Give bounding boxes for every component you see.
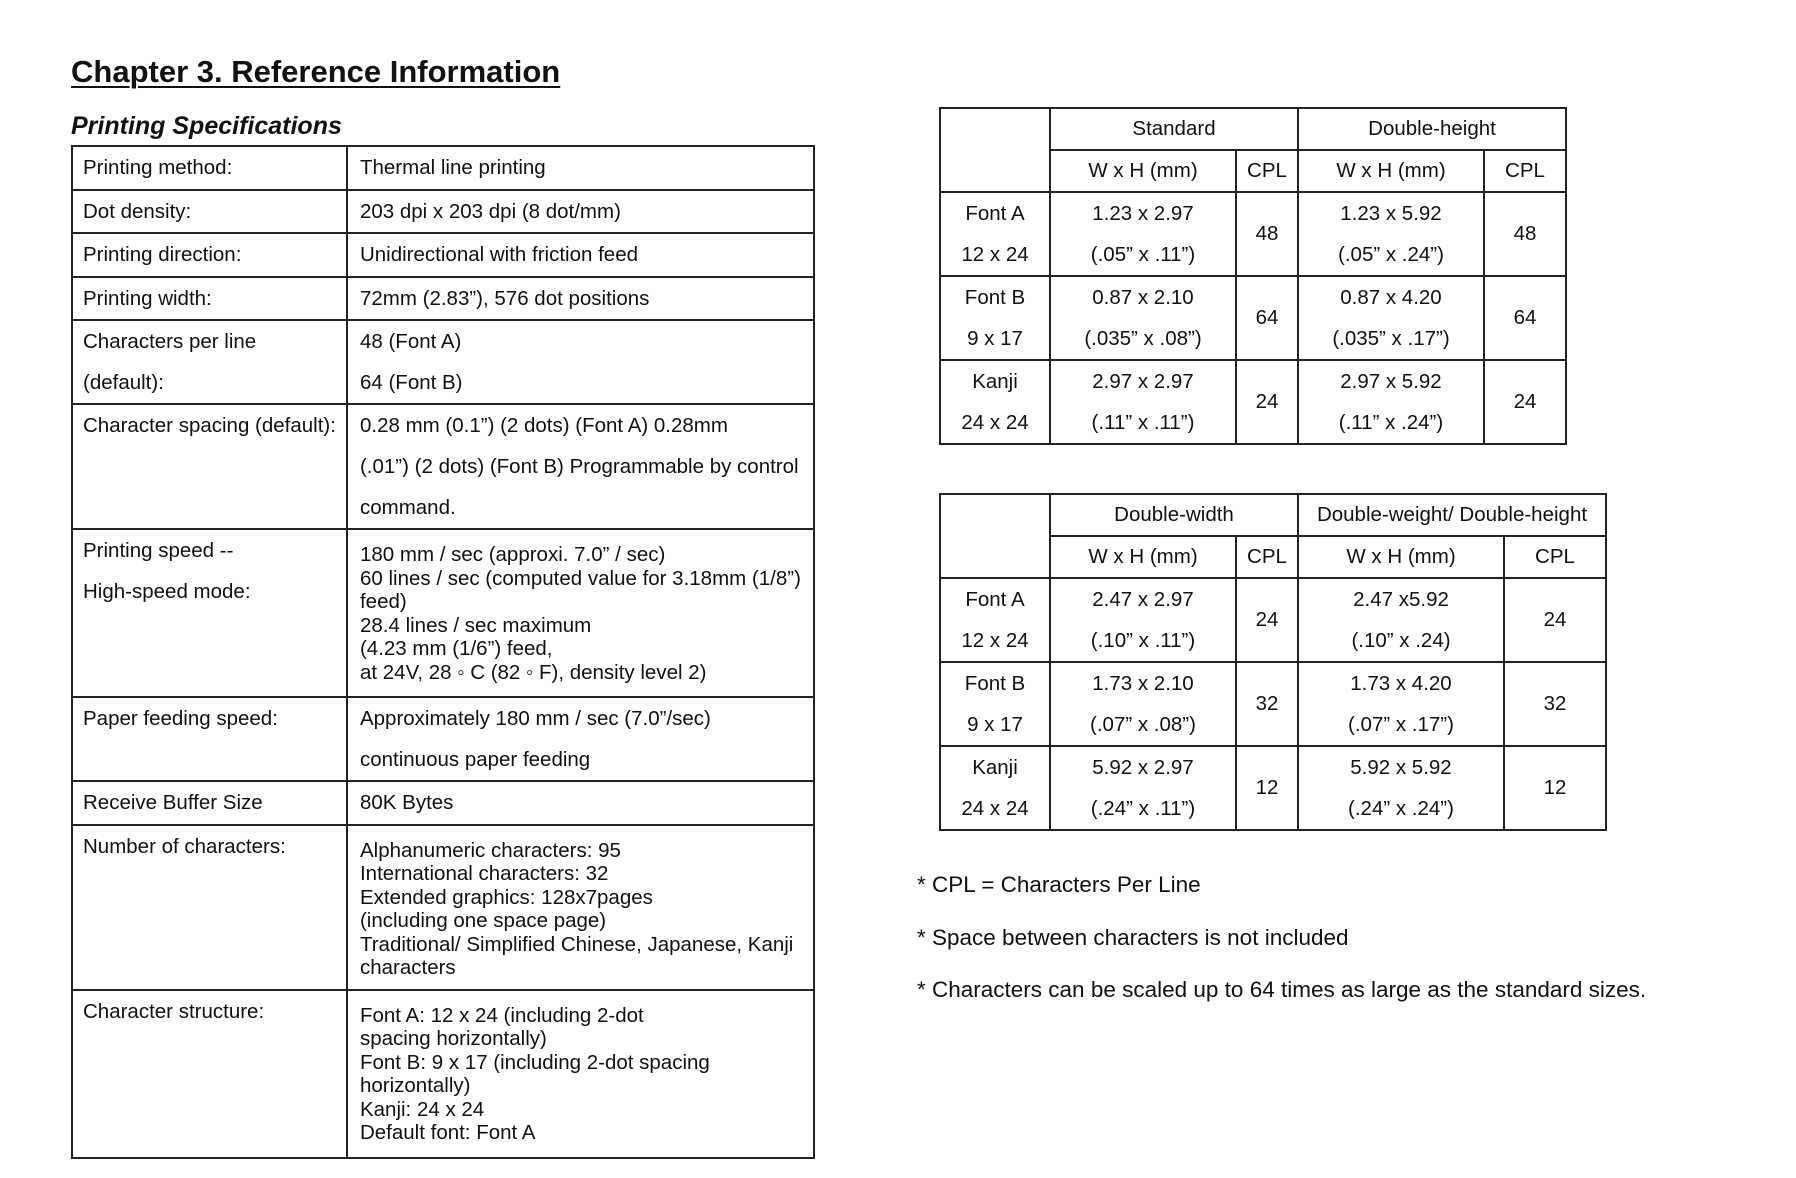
spec-row xyxy=(72,233,814,277)
size-line: (.11” x .11”) xyxy=(1091,411,1195,434)
font-name-cell xyxy=(940,276,1050,360)
note-spacing: * Space between characters is not included xyxy=(917,924,1349,950)
spec-value-line: spacing horizontally) xyxy=(359,1027,547,1050)
spec-value-line: 203 dpi x 203 dpi (8 dot/mm) xyxy=(359,199,621,223)
spec-value-line: at 24V, 28 ◦ C (82 ◦ F), density level 2) xyxy=(359,660,707,684)
size-line: (.24” x .11”) xyxy=(1090,797,1196,820)
spec-value-line: 180 mm / sec (approxi. 7.0” / sec) xyxy=(359,543,666,566)
cpl-cell: 24 xyxy=(1484,360,1566,444)
section-title: Printing Specifications xyxy=(71,112,342,140)
spec-value-line: horizontally) xyxy=(359,1074,471,1097)
spec-label-line: Receive Buffer Size xyxy=(83,791,263,814)
size-cell xyxy=(1298,578,1504,662)
spec-value-line: continuous paper feeding xyxy=(359,748,591,771)
column-header: W x H (mm) xyxy=(1298,150,1484,192)
spec-row xyxy=(72,190,814,234)
font-row xyxy=(940,746,1606,830)
spec-value-line: Default font: Font A xyxy=(359,1121,536,1144)
spec-value-line: International characters: 32 xyxy=(359,862,609,885)
spec-row xyxy=(72,825,814,990)
font-name-line: 9 x 17 xyxy=(967,327,1023,350)
spec-label-line: Number of characters: xyxy=(83,834,286,858)
spec-label xyxy=(72,990,347,1158)
cpl-cell: 24 xyxy=(1236,578,1298,662)
spec-value-line: (.01”) (2 dots) (Font B) Programmable by control xyxy=(359,455,799,478)
size-cell xyxy=(1050,662,1236,746)
font-row xyxy=(940,662,1606,746)
font-row xyxy=(940,578,1606,662)
spec-value-line: Font A: 12 x 24 (including 2-dot xyxy=(359,1003,644,1027)
spec-value-line: 48 (Font A) xyxy=(359,330,462,353)
spec-value-line: Kanji: 24 x 24 xyxy=(359,1097,485,1121)
spec-label-line: Printing speed -- xyxy=(83,539,234,562)
note-scaling: * Characters can be scaled up to 64 times as large as the standard sizes. xyxy=(917,977,1647,1002)
spec-label-line: Paper feeding speed: xyxy=(83,707,278,730)
font-name-line: 12 x 24 xyxy=(961,629,1029,652)
spec-value-line: characters xyxy=(359,956,456,979)
spec-label-line: Characters per line xyxy=(83,330,257,353)
size-line: 2.47 x5.92 xyxy=(1353,588,1449,611)
spec-row xyxy=(72,781,814,825)
size-line: 0.87 x 2.10 xyxy=(1092,286,1194,309)
spec-label-line: High-speed mode: xyxy=(83,580,251,603)
size-line: 1.23 x 5.92 xyxy=(1340,202,1442,225)
font-name-line: Font A xyxy=(965,202,1025,225)
font-name-line: 24 x 24 xyxy=(961,411,1029,434)
column-header: W x H (mm) xyxy=(1050,536,1236,578)
spec-label-line: Character spacing (default): xyxy=(83,414,336,437)
size-line: (.07” x .08”) xyxy=(1090,713,1196,736)
spec-value xyxy=(347,277,814,321)
font-name-line: Kanji xyxy=(972,370,1018,393)
size-cell xyxy=(1298,192,1484,276)
spec-label xyxy=(72,781,347,825)
spec-value-line: 60 lines / sec (computed value for 3.18mm (1/8”) xyxy=(359,566,801,590)
spec-value xyxy=(347,233,814,277)
spec-label xyxy=(72,825,347,990)
spec-value xyxy=(347,781,814,825)
spec-row xyxy=(72,990,814,1158)
spec-value xyxy=(347,529,814,697)
spec-value-line: feed) xyxy=(359,590,407,613)
column-header: CPL xyxy=(1236,536,1298,578)
group-header: Standard xyxy=(1050,108,1298,150)
size-line: (.035” x .08”) xyxy=(1084,327,1202,350)
group-header: Double-height xyxy=(1298,108,1566,150)
column-header: CPL xyxy=(1504,536,1606,578)
spec-value xyxy=(347,146,814,190)
cpl-cell: 12 xyxy=(1504,746,1606,830)
size-cell xyxy=(1298,746,1504,830)
font-name-cell xyxy=(940,578,1050,662)
cpl-cell: 64 xyxy=(1484,276,1566,360)
spec-label-line: Printing width: xyxy=(83,286,212,310)
spec-value-line: Font B: 9 x 17 (including 2-dot spacing xyxy=(359,1050,710,1074)
notes xyxy=(917,872,1646,1030)
size-line: 2.47 x 2.97 xyxy=(1092,588,1194,611)
spec-value-line: 64 (Font B) xyxy=(359,371,463,394)
cpl-cell: 24 xyxy=(1504,578,1606,662)
size-cell xyxy=(1298,276,1484,360)
chapter-title: Chapter 3. Reference Information xyxy=(71,54,561,89)
spec-value-line: Traditional/ Simplified Chinese, Japanese, Kanji xyxy=(359,932,794,956)
size-line: 1.73 x 2.10 xyxy=(1092,672,1194,695)
cpl-cell: 48 xyxy=(1484,192,1566,276)
font-name-line: Kanji xyxy=(972,756,1018,779)
size-cell xyxy=(1050,276,1236,360)
spec-value-line: Thermal line printing xyxy=(359,156,546,179)
font-name-line: Font A xyxy=(965,588,1025,611)
table-corner xyxy=(940,494,1050,578)
spec-value-line: 72mm (2.83”), 576 dot positions xyxy=(359,286,650,310)
size-line: (.10” x .11”) xyxy=(1090,629,1196,652)
size-line: (.10” x .24) xyxy=(1351,629,1451,652)
spec-value-line: (including one space page) xyxy=(359,909,607,932)
spec-row xyxy=(72,277,814,321)
spec-label xyxy=(72,404,347,529)
size-cell xyxy=(1050,746,1236,830)
cpl-cell: 64 xyxy=(1236,276,1298,360)
cpl-cell: 24 xyxy=(1236,360,1298,444)
size-line: 2.97 x 2.97 xyxy=(1092,370,1194,393)
column-header: W x H (mm) xyxy=(1050,150,1236,192)
spec-row xyxy=(72,320,814,404)
size-line: 1.23 x 2.97 xyxy=(1092,202,1194,225)
spec-value-line: Extended graphics: 128x7pages xyxy=(359,885,653,909)
font-row xyxy=(940,276,1566,360)
spec-value-line: command. xyxy=(359,496,456,519)
font-name-line: 12 x 24 xyxy=(961,243,1029,266)
spec-label xyxy=(72,529,347,697)
font-name-line: Font B xyxy=(964,672,1026,695)
spec-row xyxy=(72,697,814,781)
column-header: CPL xyxy=(1484,150,1566,192)
spec-row xyxy=(72,404,814,529)
spec-value xyxy=(347,190,814,234)
size-line: (.11” x .24”) xyxy=(1338,411,1444,434)
size-cell xyxy=(1050,578,1236,662)
spec-label xyxy=(72,277,347,321)
spec-label xyxy=(72,190,347,234)
spec-value xyxy=(347,404,814,529)
size-line: (.07” x .17”) xyxy=(1348,713,1454,736)
size-cell xyxy=(1298,360,1484,444)
printing-specifications-table xyxy=(71,145,815,1159)
column-header: W x H (mm) xyxy=(1298,536,1504,578)
size-line: 1.73 x 4.20 xyxy=(1350,672,1452,695)
spec-row xyxy=(72,529,814,697)
font-name-cell xyxy=(940,662,1050,746)
font-row xyxy=(940,192,1566,276)
spec-label xyxy=(72,233,347,277)
size-cell xyxy=(1050,192,1236,276)
spec-value-line: 0.28 mm (0.1”) (2 dots) (Font A) 0.28mm xyxy=(359,414,728,437)
spec-value-line: Unidirectional with friction feed xyxy=(359,243,638,266)
cpl-cell: 32 xyxy=(1504,662,1606,746)
note-cpl: * CPL = Characters Per Line xyxy=(917,872,1201,897)
spec-label xyxy=(72,320,347,404)
font-row xyxy=(940,360,1566,444)
size-line: (.035” x .17”) xyxy=(1332,327,1450,350)
size-cell xyxy=(1298,662,1504,746)
size-line: (.05” x .11”) xyxy=(1090,243,1196,266)
spec-label-line: (default): xyxy=(83,371,164,394)
spec-value-line: (4.23 mm (1/6”) feed, xyxy=(359,637,553,660)
font-name-cell xyxy=(940,746,1050,830)
spec-row xyxy=(72,146,814,190)
font-name-line: Font B xyxy=(964,286,1026,309)
spec-label-line: Dot density: xyxy=(83,199,192,223)
column-header: CPL xyxy=(1236,150,1298,192)
cpl-cell: 12 xyxy=(1236,746,1298,830)
size-line: 5.92 x 2.97 xyxy=(1092,756,1194,779)
font-size-table-double xyxy=(939,493,1607,831)
font-name-cell xyxy=(940,360,1050,444)
spec-value-line: 80K Bytes xyxy=(359,791,454,814)
group-header: Double-width xyxy=(1050,494,1298,536)
size-line: 2.97 x 5.92 xyxy=(1340,370,1442,393)
spec-value-line: Alphanumeric characters: 95 xyxy=(359,838,621,862)
size-cell xyxy=(1050,360,1236,444)
spec-value-line: 28.4 lines / sec maximum xyxy=(359,613,592,637)
spec-label-line: Printing method: xyxy=(83,156,233,179)
size-line: 0.87 x 4.20 xyxy=(1340,286,1442,309)
table-corner xyxy=(940,108,1050,192)
spec-label xyxy=(72,146,347,190)
font-name-cell xyxy=(940,192,1050,276)
spec-label-line: Character structure: xyxy=(83,999,265,1023)
spec-value xyxy=(347,320,814,404)
spec-value xyxy=(347,990,814,1158)
size-line: 5.92 x 5.92 xyxy=(1350,756,1452,779)
size-line: (.05” x .24”) xyxy=(1338,243,1444,266)
cpl-cell: 48 xyxy=(1236,192,1298,276)
spec-value-line: Approximately 180 mm / sec (7.0”/sec) xyxy=(359,707,711,730)
font-size-table-standard xyxy=(939,107,1567,445)
size-line: (.24” x .24”) xyxy=(1348,797,1454,820)
cpl-cell: 32 xyxy=(1236,662,1298,746)
spec-value xyxy=(347,697,814,781)
font-name-line: 9 x 17 xyxy=(967,713,1023,736)
spec-value xyxy=(347,825,814,990)
spec-label-line: Printing direction: xyxy=(83,243,242,266)
font-name-line: 24 x 24 xyxy=(961,797,1029,820)
spec-label xyxy=(72,697,347,781)
group-header: Double-weight/ Double-height xyxy=(1298,494,1606,536)
